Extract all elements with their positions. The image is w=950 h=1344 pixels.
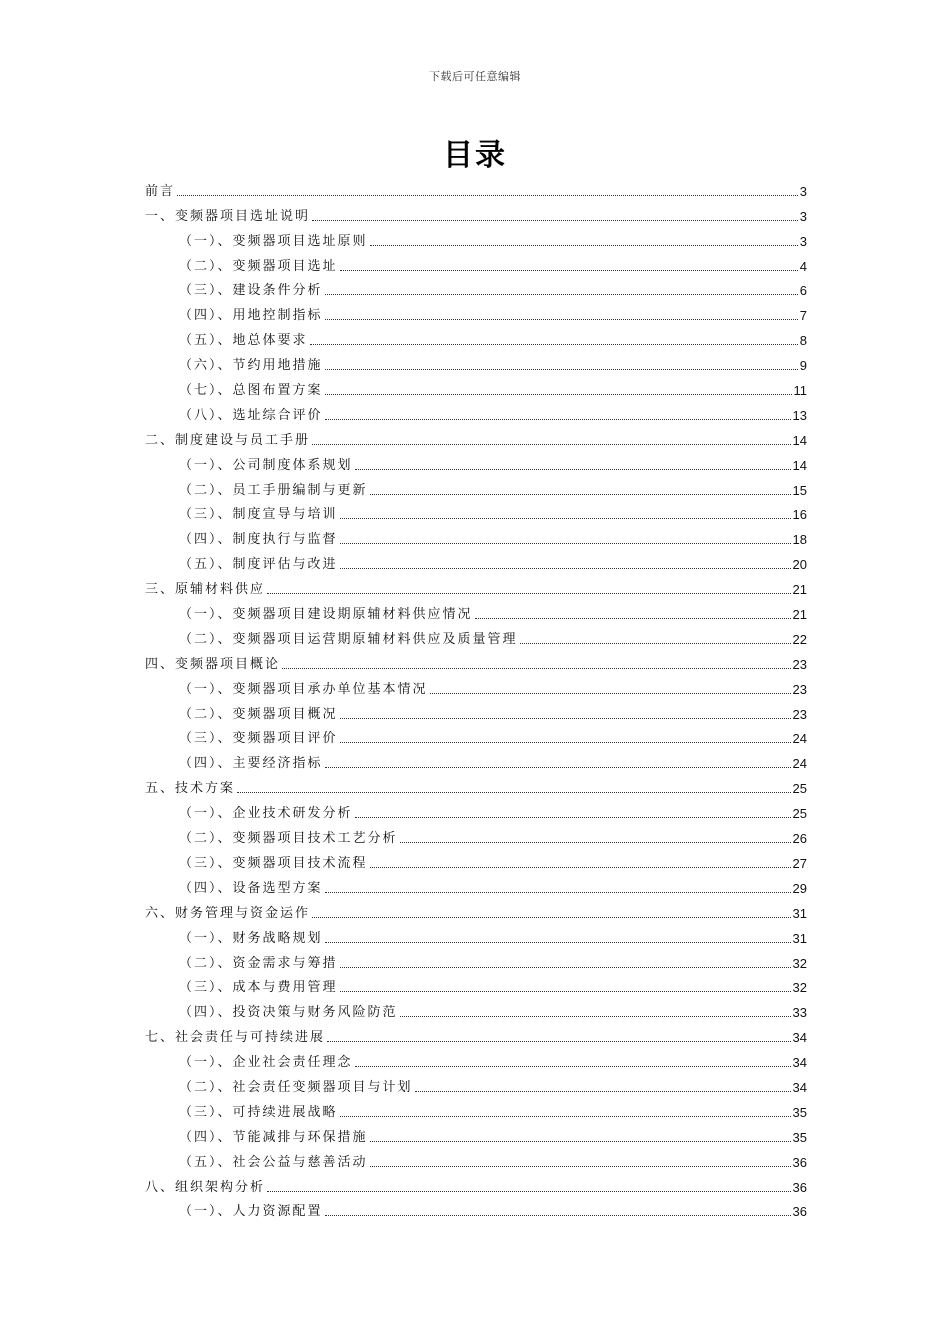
toc-entry[interactable] [145, 797, 807, 822]
toc-leader-dots [355, 1066, 791, 1067]
toc-entry-label: （三）、变频器项目评价 [179, 731, 338, 747]
toc-entry-label: 六、财务管理与资金运作 [145, 905, 311, 921]
toc-entry[interactable] [145, 698, 807, 723]
toc-leader-dots [370, 494, 791, 495]
toc-leader-dots [312, 917, 791, 918]
toc-entry-label: （六）、节约用地措施 [179, 358, 323, 374]
toc-entry-label: （三）、建设条件分析 [179, 283, 323, 299]
toc-entry[interactable] [145, 673, 807, 698]
toc-entry-label: （八）、选址综合评价 [179, 407, 323, 423]
toc-leader-dots [310, 344, 798, 345]
toc-leader-dots [325, 319, 798, 320]
toc-entry[interactable] [145, 972, 807, 997]
toc-entry-page-number: 31 [792, 930, 807, 946]
toc-entry-label: （四）、设备选型方案 [179, 880, 323, 896]
toc-entry[interactable] [145, 648, 807, 673]
toc-leader-dots [400, 1016, 791, 1017]
toc-entry[interactable] [145, 822, 807, 847]
toc-entry-page-number: 31 [792, 905, 807, 921]
toc-entry[interactable] [145, 573, 807, 598]
toc-entry-label: （三）、成本与费用管理 [179, 980, 338, 996]
toc-entry-page-number: 20 [792, 557, 807, 573]
toc-leader-dots [340, 967, 791, 968]
toc-entry-label: 一、变频器项目选址说明 [145, 208, 311, 224]
toc-leader-dots [325, 892, 791, 893]
toc-entry[interactable] [145, 374, 807, 399]
toc-entry[interactable] [145, 996, 807, 1021]
toc-entry[interactable] [145, 523, 807, 548]
toc-leader-dots [370, 245, 798, 246]
toc-entry-label: （五）、社会公益与慈善活动 [179, 1154, 368, 1170]
toc-leader-dots [340, 568, 791, 569]
toc-entry[interactable] [145, 399, 807, 424]
toc-entry[interactable] [145, 847, 807, 872]
toc-entry[interactable] [145, 499, 807, 524]
toc-leader-dots [177, 195, 798, 196]
toc-entry-label: 八、组织架构分析 [145, 1179, 266, 1195]
toc-leader-dots [267, 1191, 791, 1192]
toc-leader-dots [312, 220, 798, 221]
toc-entry-label: （一）、企业技术研发分析 [179, 806, 353, 822]
toc-entry-label: 五、技术方案 [145, 781, 236, 797]
toc-entry-page-number: 34 [792, 1030, 807, 1046]
toc-entry-page-number: 23 [792, 706, 807, 722]
toc-entry-page-number: 24 [792, 731, 807, 747]
toc-leader-dots [340, 742, 791, 743]
toc-entry-page-number: 14 [792, 432, 807, 448]
toc-leader-dots [520, 643, 791, 644]
toc-entry-page-number: 24 [792, 756, 807, 772]
toc-entry[interactable] [145, 872, 807, 897]
toc-leader-dots [370, 1166, 791, 1167]
toc-entry-page-number: 32 [792, 955, 807, 971]
toc-entry[interactable] [145, 275, 807, 300]
toc-entry-label: （三）、可持续进展战略 [179, 1104, 338, 1120]
toc-entry[interactable] [145, 747, 807, 772]
toc-entry-label: （二）、变频器项目运营期原辅材料供应及质量管理 [179, 631, 518, 647]
toc-leader-dots [267, 593, 791, 594]
toc-entry[interactable] [145, 299, 807, 324]
toc-entry-label: （一）、变频器项目承办单位基本情况 [179, 681, 428, 697]
toc-entry-page-number: 7 [799, 308, 807, 324]
toc-entry-page-number: 21 [792, 607, 807, 623]
toc-entry-label: 七、社会责任与可持续进展 [145, 1030, 326, 1046]
toc-entry-label: （五）、制度评估与改进 [179, 557, 338, 573]
page-header: 下载后可任意编辑 [429, 70, 521, 83]
toc-title: 目录 [443, 138, 507, 173]
toc-entry-label: 四、变频器项目概论 [145, 656, 281, 672]
toc-entry[interactable] [145, 1196, 807, 1221]
toc-entry-page-number: 26 [792, 831, 807, 847]
toc-entry-page-number: 15 [792, 482, 807, 498]
toc-leader-dots [312, 444, 791, 445]
toc-entry[interactable] [145, 1021, 807, 1046]
toc-leader-dots [340, 543, 791, 544]
toc-entry[interactable] [145, 324, 807, 349]
toc-entry-page-number: 22 [792, 631, 807, 647]
toc-entry-label: （三）、制度宣导与培训 [179, 507, 338, 523]
toc-entry-page-number: 3 [799, 208, 807, 224]
toc-entry-page-number: 25 [792, 781, 807, 797]
toc-entry-page-number: 3 [799, 233, 807, 249]
toc-leader-dots [237, 792, 791, 793]
toc-entry[interactable] [145, 897, 807, 922]
toc-entry-label: （一）、企业社会责任理念 [179, 1055, 353, 1071]
toc-entry-label: （二）、变频器项目技术工艺分析 [179, 831, 398, 847]
toc-leader-dots [325, 419, 791, 420]
toc-leader-dots [325, 294, 798, 295]
toc-entry-page-number: 13 [792, 407, 807, 423]
toc-entry-page-number: 36 [792, 1179, 807, 1195]
toc-entry-page-number: 36 [792, 1204, 807, 1220]
toc-leader-dots [325, 942, 791, 943]
toc-entry[interactable] [145, 947, 807, 972]
toc-entry[interactable] [145, 200, 807, 225]
toc-leader-dots [340, 1116, 791, 1117]
toc-entry-label: （五）、地总体要求 [179, 333, 308, 349]
toc-entry-label: （三）、变频器项目技术流程 [179, 855, 368, 871]
toc-entry[interactable] [145, 772, 807, 797]
toc-leader-dots [370, 867, 791, 868]
toc-leader-dots [340, 991, 791, 992]
toc-entry-label: （一）、财务战略规划 [179, 930, 323, 946]
toc-entry-page-number: 35 [792, 1129, 807, 1145]
toc-entry-page-number: 6 [799, 283, 807, 299]
toc-entry-page-number: 34 [792, 1055, 807, 1071]
toc-leader-dots [340, 718, 791, 719]
toc-leader-dots [325, 394, 792, 395]
toc-entry-page-number: 36 [792, 1154, 807, 1170]
toc-entry-page-number: 9 [799, 358, 807, 374]
toc-entry[interactable] [145, 1146, 807, 1171]
toc-entry-label: （七）、总图布置方案 [179, 383, 323, 399]
toc-entry[interactable] [145, 1121, 807, 1146]
toc-entry-label: 二、制度建设与员工手册 [145, 432, 311, 448]
toc-entry-page-number: 16 [792, 507, 807, 523]
toc-leader-dots [430, 693, 791, 694]
toc-leader-dots [355, 817, 791, 818]
toc-entry-page-number: 23 [792, 681, 807, 697]
toc-entry[interactable] [145, 1171, 807, 1196]
toc-leader-dots [327, 1041, 791, 1042]
toc-entry-label: 前言 [145, 183, 176, 199]
toc-entry-label: 三、原辅材料供应 [145, 582, 266, 598]
toc-entry[interactable] [145, 548, 807, 573]
toc-entry[interactable] [145, 449, 807, 474]
toc-entry-page-number: 21 [792, 582, 807, 598]
toc-entry-label: （四）、主要经济指标 [179, 756, 323, 772]
toc-entry[interactable] [145, 922, 807, 947]
toc-entry[interactable] [145, 474, 807, 499]
toc-entry-page-number: 32 [792, 980, 807, 996]
toc-entry-page-number: 29 [792, 880, 807, 896]
toc-entry-page-number: 35 [792, 1104, 807, 1120]
toc-entry-page-number: 34 [792, 1079, 807, 1095]
toc-entry-label: （二）、资金需求与筹措 [179, 955, 338, 971]
toc-entry-page-number: 4 [799, 258, 807, 274]
toc-entry[interactable] [145, 424, 807, 449]
toc-leader-dots [415, 1091, 791, 1092]
toc-entry-label: （四）、制度执行与监督 [179, 532, 338, 548]
toc-entry-label: （二）、变频器项目概况 [179, 706, 338, 722]
toc-entry-page-number: 8 [799, 333, 807, 349]
toc-leader-dots [325, 369, 798, 370]
toc-entry[interactable] [145, 723, 807, 748]
toc-leader-dots [325, 767, 791, 768]
toc-entry-label: （四）、节能减排与环保措施 [179, 1129, 368, 1145]
table-of-contents [145, 175, 807, 1220]
toc-entry[interactable] [145, 1096, 807, 1121]
toc-entry-label: （二）、变频器项目选址 [179, 258, 338, 274]
toc-entry-label: （一）、变频器项目建设期原辅材料供应情况 [179, 607, 473, 623]
toc-entry-label: （一）、人力资源配置 [179, 1204, 323, 1220]
toc-entry[interactable] [145, 623, 807, 648]
toc-entry-label: （二）、员工手册编制与更新 [179, 482, 368, 498]
toc-entry[interactable] [145, 598, 807, 623]
toc-leader-dots [400, 842, 791, 843]
toc-entry[interactable] [145, 1071, 807, 1096]
toc-leader-dots [282, 668, 791, 669]
toc-entry[interactable] [145, 349, 807, 374]
toc-entry-page-number: 25 [792, 806, 807, 822]
toc-entry-page-number: 33 [792, 1005, 807, 1021]
toc-entry-page-number: 3 [799, 183, 807, 199]
toc-leader-dots [370, 1141, 791, 1142]
toc-entry-label: （四）、用地控制指标 [179, 308, 323, 324]
toc-entry[interactable] [145, 1046, 807, 1071]
toc-entry-page-number: 27 [792, 855, 807, 871]
toc-entry-label: （四）、投资决策与财务风险防范 [179, 1005, 398, 1021]
toc-entry-page-number: 14 [792, 457, 807, 473]
toc-entry[interactable] [145, 175, 807, 200]
toc-entry-page-number: 18 [792, 532, 807, 548]
toc-leader-dots [340, 518, 791, 519]
toc-entry-label: （一）、变频器项目选址原则 [179, 233, 368, 249]
toc-entry-label: （一）、公司制度体系规划 [179, 457, 353, 473]
toc-leader-dots [325, 1215, 791, 1216]
toc-leader-dots [355, 469, 791, 470]
toc-entry-page-number: 23 [792, 656, 807, 672]
toc-entry[interactable] [145, 250, 807, 275]
toc-leader-dots [475, 618, 791, 619]
toc-entry-page-number: 11 [793, 383, 807, 399]
toc-entry[interactable] [145, 225, 807, 250]
toc-entry-label: （二）、社会责任变频器项目与计划 [179, 1079, 413, 1095]
toc-leader-dots [340, 270, 798, 271]
